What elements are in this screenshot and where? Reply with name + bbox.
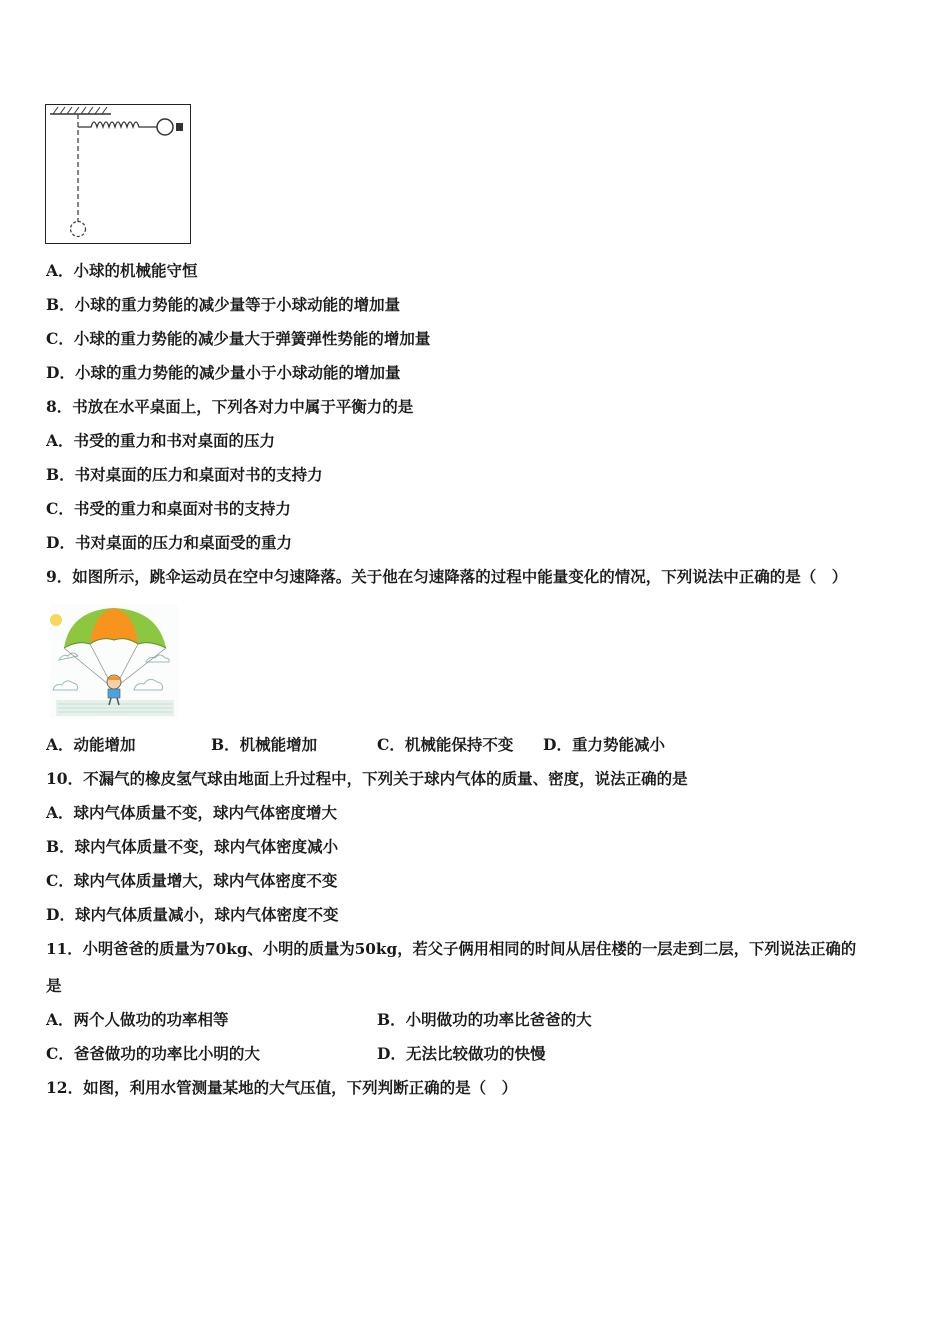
q11-option-a: A．两个人做功的功率相等 — [46, 1010, 229, 1029]
q8-option-c: C．书受的重力和桌面对书的支持力 — [46, 499, 291, 518]
q8-option-d: D．书对桌面的压力和桌面受的重力 — [46, 533, 292, 552]
spring-pendulum-figure — [45, 104, 191, 244]
q10-option-c: C．球内气体质量增大，球内气体密度不变 — [46, 871, 338, 890]
q11-option-c: C．爸爸做功的功率比小明的大 — [46, 1044, 260, 1063]
q9-option-b: B．机械能增加 — [211, 735, 318, 754]
q10-option-a: A．球内气体质量不变，球内气体密度增大 — [46, 803, 338, 822]
q7-option-a: A．小球的机械能守恒 — [46, 261, 198, 280]
q7-option-b: B．小球的重力势能的减少量等于小球动能的增加量 — [46, 295, 401, 314]
q8-option-a: A．书受的重力和书对桌面的压力 — [46, 431, 276, 450]
q7-option-c: C．小球的重力势能的减少量大于弹簧弹性势能的增加量 — [46, 329, 431, 348]
q8-stem: 8．书放在水平桌面上，下列各对力中属于平衡力的是 — [46, 397, 414, 416]
q11-option-b: B．小明做功的功率比爸爸的大 — [377, 1010, 592, 1029]
q10-stem: 10．不漏气的橡皮氢气球由地面上升过程中，下列关于球内气体的质量、密度，说法正确的是 — [46, 769, 688, 788]
q12-stem: 12．如图，利用水管测量某地的大气压值，下列判断正确的是（ ） — [46, 1078, 518, 1097]
q10-option-d: D．球内气体质量减小，球内气体密度不变 — [46, 905, 339, 924]
q11-option-d: D．无法比较做功的快慢 — [377, 1044, 546, 1063]
q10-option-b: B．球内气体质量不变，球内气体密度减小 — [46, 837, 339, 856]
q9-stem: 9．如图所示，跳伞运动员在空中匀速降落。关于他在匀速降落的过程中能量变化的情况，下列说法中正确的是（ ） — [46, 567, 848, 586]
q11-stem-line1: 11．小明爸爸的质量为70kg、小明的质量为50kg，若父子俩用相同的时间从居住楼的一层走到二层，下列说法正确的 — [46, 940, 857, 958]
q7-option-d: D．小球的重力势能的减少量小于小球动能的增加量 — [46, 363, 401, 382]
parachutist-illustration — [50, 604, 178, 718]
q8-option-b: B．书对桌面的压力和桌面对书的支持力 — [46, 465, 323, 484]
q11-stem-line2: 是 — [46, 976, 62, 995]
q9-option-a: A．动能增加 — [46, 735, 136, 754]
q9-option-c: C．机械能保持不变 — [377, 735, 514, 754]
q9-option-d: D．重力势能减小 — [543, 735, 665, 754]
